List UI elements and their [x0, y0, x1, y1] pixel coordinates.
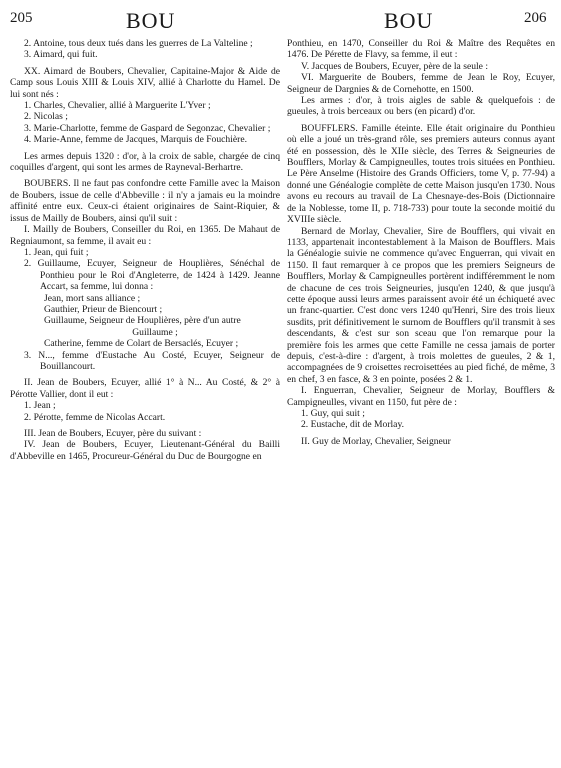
- left-running-title: BOU: [126, 8, 176, 33]
- text-paragraph: 2. Antoine, tous deux tués dans les guerres de La Valteline ;: [24, 38, 253, 49]
- text-paragraph: BOUFFLERS. Famille éteinte. Elle était originaire du Ponthieu où elle a joué un très-grand rôle, ses premiers auteurs connus ayant été en possession, dès le XIIe siècle, des Terres & Seigneuries de Boufflers, Morlay & Campigneulles, toutes trois situées en Ponthieu. Le Père Anselme (Histoire des Grands Officiers, tome V, p. 77-94) a donné une Généalogie complète de cette Maison jusqu'en 1730. Nous avons eu recours au travail de La Chesnaye-des-Bois (Dictionnaire de la Noblesse, tome II, p. 718-733) pour toute la seconde moitié du XVIIIe siècle.: [287, 122, 555, 226]
- text-paragraph: III. Jean de Boubers, Ecuyer, père du suivant :: [24, 428, 202, 439]
- text-paragraph: I. Enguerran, Chevalier, Seigneur de Morlay, Boufflers & Campigneulles, vivant en 1150, fut père de :: [287, 385, 555, 408]
- text-paragraph: 3. Marie-Charlotte, femme de Gaspard de Segonzac, Chevalier ;: [24, 122, 271, 134]
- text-paragraph: Catherine, femme de Colart de Bersaclés, Ecuyer ;: [44, 338, 239, 350]
- text-paragraph: Gauthier, Prieur de Biencourt ;: [44, 303, 163, 315]
- text-paragraph: II. Guy de Morlay, Chevalier, Seigneur: [301, 435, 451, 447]
- text-paragraph: XX. Aimard de Boubers, Chevalier, Capitaine-Major & Aide de Camp sous Louis XIII & Louis XIV, allié à Charlotte du Hamel. De lui sont nés :: [10, 65, 280, 100]
- text-paragraph: 2. Nicolas ;: [24, 111, 68, 123]
- text-paragraph: 4. Marie-Anne, femme de Jacques, Marquis de Fouchière.: [24, 134, 247, 146]
- text-paragraph: VI. Marguerite de Boubers, femme de Jean le Roy, Ecuyer, Seigneur de Dargnies & de Cornehotte, en 1500.: [287, 72, 555, 95]
- right-running-title: BOU: [384, 8, 434, 33]
- text-paragraph: 3. Aimard, qui fuit.: [24, 49, 98, 61]
- text-paragraph: 3. N..., femme d'Eustache Au Costé, Ecuyer, Seigneur de Bouillancourt.: [24, 349, 280, 372]
- left-page-number: 205: [10, 10, 33, 26]
- text-paragraph: II. Jean de Boubers, Ecuyer, allié 1° à N... Au Costé, & 2° à Pérotte Vallier, dont il eut :: [10, 377, 280, 400]
- left-text-column: [10, 38, 280, 462]
- text-paragraph: 1. Jean ;: [24, 400, 56, 412]
- text-paragraph: 2. Pérotte, femme de Nicolas Accart.: [24, 411, 166, 423]
- text-paragraph: V. Jacques de Boubers, Ecuyer, père de la seule :: [301, 60, 488, 72]
- text-paragraph: Les armes depuis 1320 : d'or, à la croix de sable, chargée de cinq coquilles d'argent, qui sont les armes de Rayneval-Berhartre.: [10, 150, 280, 174]
- text-paragraph: BOUBERS. Il ne faut pas confondre cette Famille avec la Maison de Boubers, issue de celle d'Abbeville : il n'y a jamais eu la moindre affinité entre eux. Ceux-ci étaient originaires de Saint-Riquier, & issus de Mailly de Boubers, ainsi qu'il suit :: [10, 178, 280, 224]
- text-paragraph: Ponthieu, en 1470, Conseiller du Roi & Maître des Requêtes en 1476. De Pérette de Flavy, sa femme, il eut :: [287, 38, 555, 61]
- text-paragraph: Bernard de Morlay, Chevalier, Sire de Boufflers, qui vivait en 1133, appartenait incontestablement à la Maison de Boufflers. Mais la Généalogie suivie ne commence qu'avec Enguerran, qui vivait en 1150. Il faut remarquer à ce propos que les premiers Seigneurs de Boufflers, Morlay & Campigneulles portèrent indifféremment le nom de chacune de ces trois Seigneuries, jusqu'en 1240, & que jusqu'à cette époque aussi leurs armes paraissent avoir été un échiqueté avec un franc-quartier. C'est donc vers 1240 qu'Henri, Sire des trois lieux susdits, prit définitivement le surnom de Boufflers qu'il transmit à ses descendants, & c'est sur son sceau que l'on remarque pour la première fois les armes que cette Famille ne cessa jamais de porter depuis, c'est-à-dire : d'argent, à trois molettes de gueules, 2 & 1, accompagnées de 9 croisettes recroisettées au pied fiché, de même, 3 en chef, 3 en fasce, & 3 en pointe, posées 2 & 1.: [287, 225, 555, 385]
- text-paragraph: 1. Jean, qui fuit ;: [24, 246, 89, 258]
- text-paragraph: 1. Charles, Chevalier, allié à Marguerite L'Yver ;: [24, 100, 211, 112]
- text-paragraph: Jean, mort sans alliance ;: [44, 292, 141, 304]
- text-paragraph: 2. Eustache, dit de Morlay.: [301, 419, 405, 431]
- text-paragraph: Les armes : d'or, à trois aigles de sable & quelquefois : de gueules, à trois berceaux ou bers (en picard) d'or.: [287, 95, 555, 118]
- text-paragraph: 1. Guy, qui suit ;: [301, 408, 365, 419]
- text-paragraph: Guillaume ;: [132, 326, 178, 338]
- text-paragraph: I. Mailly de Boubers, Conseiller du Roi, en 1365. De Mahaut de Regniaumont, sa femme, il avait eu :: [10, 224, 280, 247]
- text-paragraph: IV. Jean de Boubers, Ecuyer, Lieutenant-Général du Bailli d'Abbeville en 1465, Procureur-Général du Duc de Bourgogne en: [10, 439, 280, 462]
- right-page-number: 206: [524, 10, 547, 26]
- text-paragraph: 2. Guillaume, Ecuyer, Seigneur de Houplières, Sénéchal de Ponthieu pour le Roi d'Angleterre, de 1424 à 1429. Jeanne Accart, sa femme, lui donna :: [24, 258, 280, 293]
- text-paragraph: Guillaume, Seigneur de Houplières, père d'un autre: [44, 315, 241, 327]
- right-text-column: [287, 38, 555, 447]
